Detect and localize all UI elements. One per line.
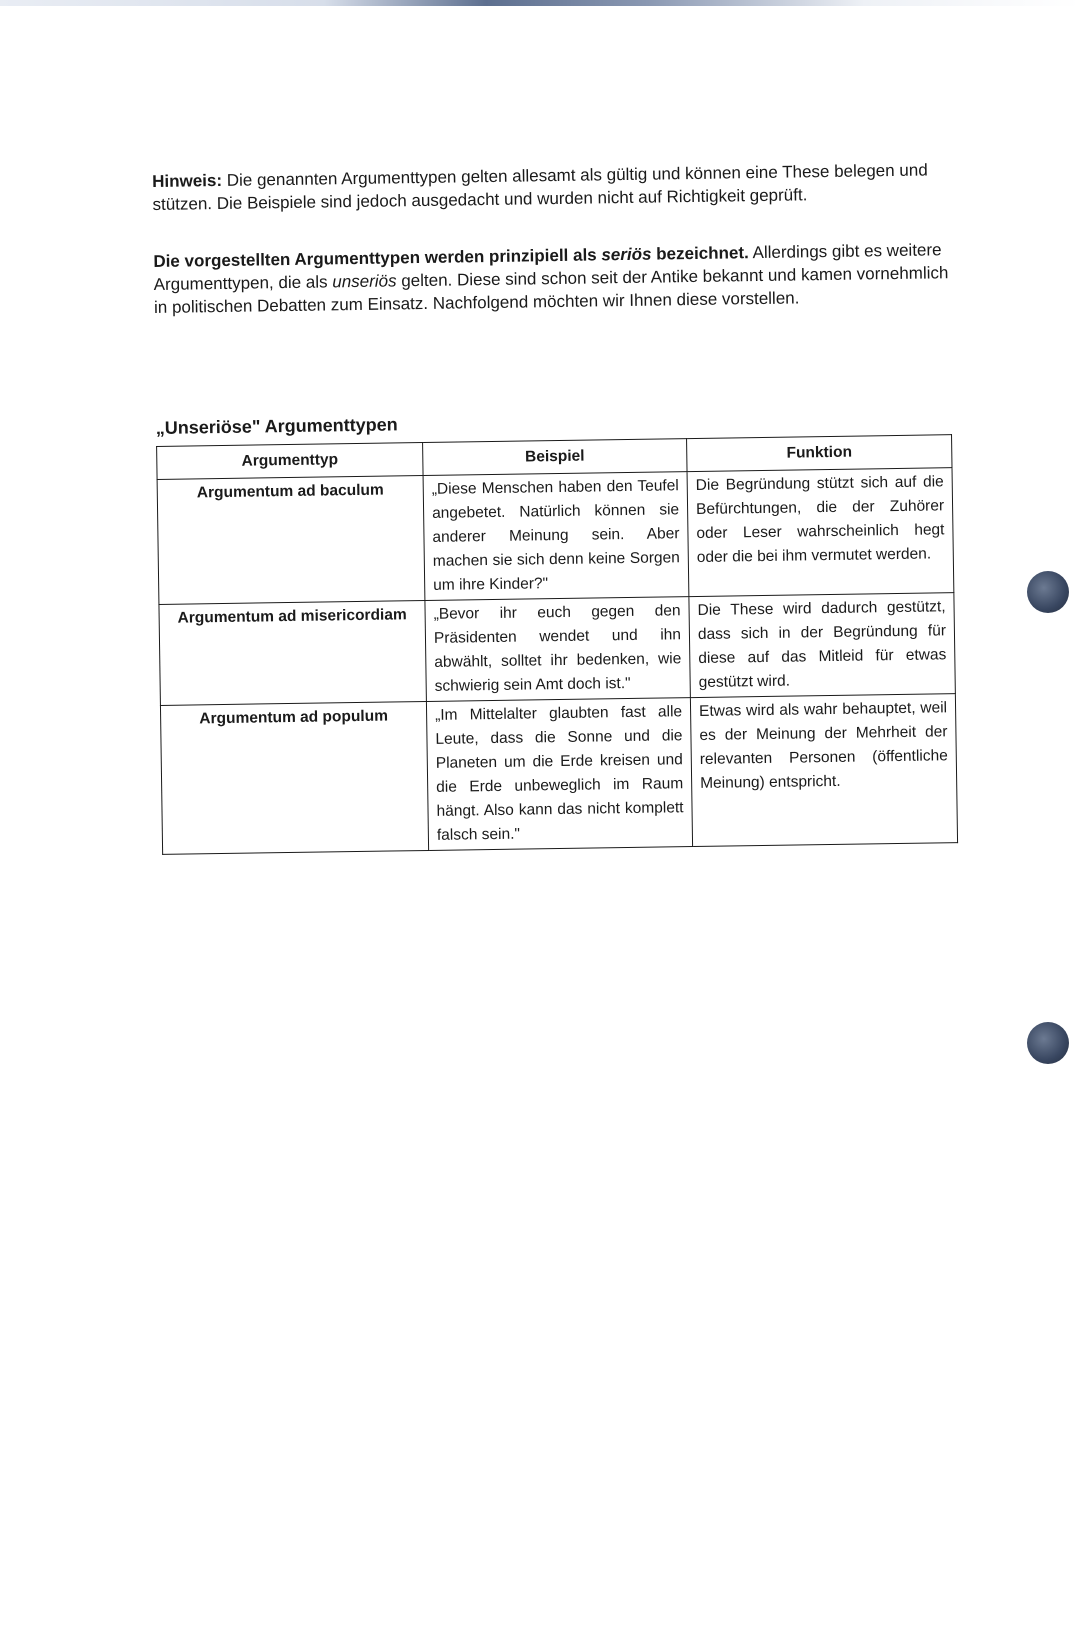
argument-types-table: [156, 434, 958, 855]
table-row: [157, 468, 954, 605]
column-header: Argumenttyp: [157, 443, 423, 480]
intro-bold-end: bezeichnet.: [651, 243, 749, 264]
intro-bold-start: Die vorgestellten Argumenttypen werden prinzipiell als: [153, 245, 602, 271]
punch-hole: [1027, 1022, 1069, 1064]
table-row: [159, 593, 955, 706]
hint-paragraph: [152, 158, 953, 216]
document-page: [152, 158, 962, 855]
scan-top-edge: [0, 0, 1080, 6]
intro-unserioes: unseriös: [332, 271, 397, 292]
function-cell: Die Begründung stützt sich auf die Befürchtungen, die der Zuhörer oder Leser wahrscheinlich hegt oder die bei ihm vermutet werden.: [687, 468, 954, 597]
punch-hole: [1027, 571, 1069, 613]
argument-type-cell: Argumentum ad baculum: [157, 476, 425, 605]
column-header: Beispiel: [423, 439, 687, 476]
intro-paragraph: [153, 238, 954, 319]
hint-text: Die genannten Argumenttypen gelten allesamt als gültig und können eine These belegen und stützen. Die Beispiele sind jedoch ausgedacht und wurden nicht auf Richtigkeit geprüft.: [152, 160, 928, 214]
function-cell: Die These wird dadurch gestützt, dass sich in der Begründung für diese auf das Mitleid für etwas gestützt wird.: [689, 593, 955, 698]
example-cell: „Bevor ihr euch gegen den Präsidenten wendet und ihn abwählt, solltet ihr bedenken, wie schwierig sein Amt doch ist.": [425, 597, 690, 702]
example-cell: „Diese Menschen haben den Teufel angebetet. Natürlich können sie anderer Meinung sein. Aber machen sie sich denn keine Sorgen um ihre Kinder?": [423, 472, 689, 601]
intro-text-b: gelten. Diese sind schon seit der Antike bekannt und kamen vornehmlich in politischen Debatten zum Einsatz. Nachfolgend möchten wir Ihnen diese vorstellen.: [153, 263, 949, 317]
argument-type-cell: Argumentum ad populum: [160, 701, 428, 854]
example-cell: „Im Mittelalter glaubten fast alle Leute, dass die Sonne und die Planeten um die Erde kreisen und die Erde unbeweglich im Raum hängt. Also kann das nicht komplett falsch sein.": [426, 698, 692, 851]
intro-text-a: Allerdings gibt es weitere Argumenttypen, die als: [153, 240, 942, 294]
intro-serioes: seriös: [601, 244, 652, 265]
column-header: Funktion: [687, 435, 952, 472]
function-cell: Etwas wird als wahr behauptet, weil es der Meinung der Mehrheit der relevanten Personen (öffentliche Meinung) entspricht.: [690, 694, 957, 847]
table-row: [160, 694, 957, 855]
hint-label: Hinweis:: [152, 170, 223, 191]
argument-type-cell: Argumentum ad misericordiam: [159, 600, 426, 705]
table-title: „Unseriöse" Argumenttypen: [155, 414, 398, 438]
